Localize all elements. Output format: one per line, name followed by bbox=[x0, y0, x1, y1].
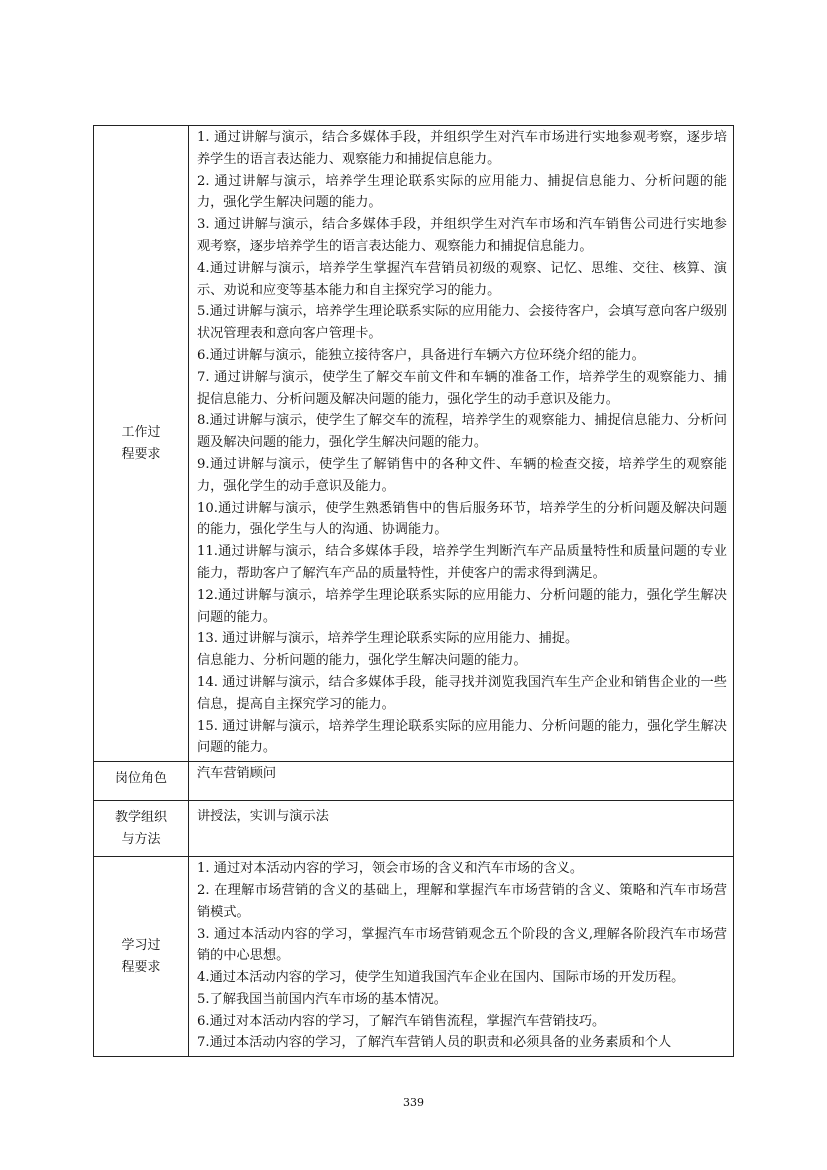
learning-process-item: 2. 在理解市场营销的含义的基础上，理解和掌握汽车市场营销的含义、策略和汽车市场营销模式。 bbox=[197, 882, 727, 920]
work-process-item: 6.通过讲解与演示，能独立接待客户，具备进行车辆六方位环绕介绍的能力。 bbox=[197, 347, 645, 363]
job-role-label: 岗位角色 bbox=[114, 771, 167, 787]
learning-process-item: 5.了解我国当前国内汽车市场的基本情况。 bbox=[197, 991, 447, 1007]
work-process-item: 14. 通过讲解与演示，结合多媒体手段，能寻找并浏览我国汽车生产企业和销售企业的一些信息，提高自主探究学习的能力。 bbox=[197, 674, 727, 712]
job-role-label-cell bbox=[94, 762, 189, 801]
learning-process-row bbox=[94, 857, 734, 1057]
learning-process-item: 7.通过本活动内容的学习，了解汽车营销人员的职责和必须具备的业务素质和个人 bbox=[197, 1035, 672, 1051]
learning-process-item: 1. 通过对本活动内容的学习，领会市场的含义和汽车市场的含义。 bbox=[197, 861, 584, 877]
teaching-method-label-line2: 与方法 bbox=[121, 831, 161, 847]
work-process-item: 15. 通过讲解与演示，培养学生理论联系实际的应用能力、分析问题的能力，强化学生解决问题的能力。 bbox=[197, 718, 727, 756]
learning-process-item: 6.通过对本活动内容的学习，了解汽车销售流程，掌握汽车营销技巧。 bbox=[197, 1013, 606, 1029]
learning-process-item: 3. 通过本活动内容的学习，掌握汽车市场营销观念五个阶段的含义,理解各阶段汽车市场营销的中心思想。 bbox=[197, 926, 727, 964]
teaching-method-value: 讲授法，实训与演示法 bbox=[197, 809, 329, 825]
work-process-label-cell bbox=[94, 126, 189, 762]
course-requirements-table bbox=[93, 125, 734, 1057]
teaching-method-label-line1: 教学组织 bbox=[114, 809, 167, 825]
learning-process-content bbox=[189, 857, 734, 1057]
work-process-item: 1. 通过讲解与演示，结合多媒体手段，并组织学生对汽车市场进行实地参观考察，逐步培养学生的语言表达能力、观察能力和捕捉信息能力。 bbox=[197, 130, 727, 167]
job-role-row bbox=[94, 762, 734, 801]
work-process-item: 13. 通过讲解与演示，培养学生理论联系实际的应用能力、捕捉。 bbox=[197, 631, 579, 647]
work-process-item: 9.通过讲解与演示，使学生了解销售中的各种文件、车辆的检查交接，培养学生的观察能力，强化学生的动手意识及能力。 bbox=[197, 456, 727, 494]
teaching-method-label-cell bbox=[94, 801, 189, 857]
work-process-item: 11.通过讲解与演示，结合多媒体手段，培养学生判断汽车产品质量特性和质量问题的专业能力，帮助客户了解汽车产品的质量特性，并使客户的需求得到满足。 bbox=[197, 544, 727, 581]
work-process-item: 10.通过讲解与演示，使学生熟悉销售中的售后服务环节，培养学生的分析问题及解决问题的能力，强化学生与人的沟通、协调能力。 bbox=[197, 500, 727, 538]
work-process-item: 4.通过讲解与演示，培养学生掌握汽车营销员初级的观察、记忆、思维、交往、核算、演示、劝说和应变等基本能力和自主探究学习的能力。 bbox=[197, 260, 727, 298]
work-process-row bbox=[94, 126, 734, 762]
teaching-method-row bbox=[94, 801, 734, 857]
work-process-item: 8.通过讲解与演示，使学生了解交车的流程，培养学生的观察能力、捕捉信息能力、分析问题及解决问题的能力，强化学生解决问题的能力。 bbox=[197, 413, 727, 451]
work-process-item: 2. 通过讲解与演示，培养学生理论联系实际的应用能力、捕捉信息能力、分析问题的能力，强化学生解决问题的能力。 bbox=[197, 173, 727, 211]
work-process-item: 7. 通过讲解与演示，使学生了解交车前文件和车辆的准备工作，培养学生的观察能力、捕捉信息能力、分析问题及解决问题的能力，强化学生的动手意识及能力。 bbox=[197, 369, 727, 407]
work-process-item: 5.通过讲解与演示，培养学生理论联系实际的应用能力、会接待客户，会填写意向客户级别状况管理表和意向客户管理卡。 bbox=[197, 304, 727, 342]
work-process-label: 工作过程要求 bbox=[121, 424, 161, 462]
work-process-item: 12.通过讲解与演示，培养学生理论联系实际的应用能力、分析问题的能力，强化学生解决问题的能力。 bbox=[197, 587, 727, 625]
learning-process-item: 4.通过本活动内容的学习，使学生知道我国汽车企业在国内、国际市场的开发历程。 bbox=[197, 970, 685, 986]
learning-process-label: 学习过程要求 bbox=[121, 937, 161, 975]
work-process-content bbox=[189, 126, 734, 762]
work-process-item: 3. 通过讲解与演示，结合多媒体手段，并组织学生对汽车市场和汽车销售公司进行实地参观考察，逐步培养学生的语言表达能力、观察能力和捕捉信息能力。 bbox=[197, 217, 727, 254]
learning-process-label-cell bbox=[94, 857, 189, 1057]
work-process-item: 信息能力、分析问题的能力，强化学生解决问题的能力。 bbox=[197, 653, 527, 669]
page-number: 339 bbox=[403, 1096, 424, 1109]
teaching-method-content bbox=[189, 801, 734, 857]
job-role-content bbox=[189, 762, 734, 801]
job-role-value: 汽车营销顾问 bbox=[197, 766, 277, 782]
